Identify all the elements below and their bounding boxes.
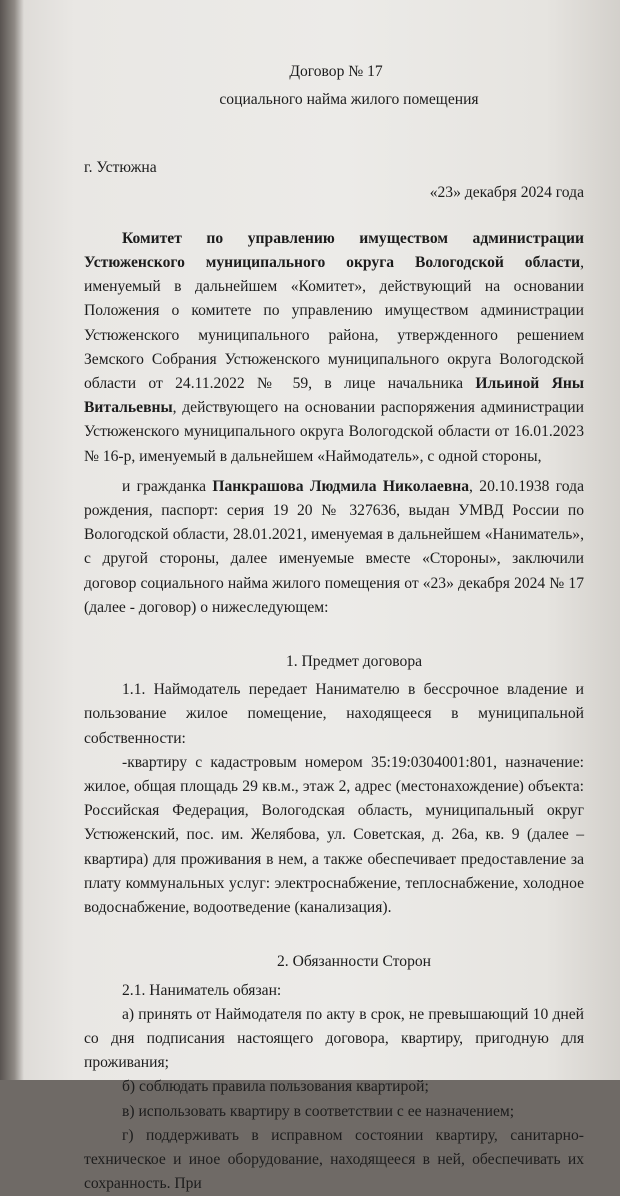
list-item: г) поддерживать в исправном состоянии квартиру, санитарно-техническое и иное оборудование, находящееся в ней, обеспечивать их сохранность. При [84,1126,584,1193]
tenant-name: Панкрашова Людмила Николаевна [212,477,470,495]
section-2-heading: 2. Обязанности Сторон [276,953,432,971]
committee-name: Комитет по управлению имуществом администрации Устюженского муниципального округа Вологодской области [84,229,584,272]
contract-date: «23» декабря 2024 года [429,183,584,201]
list-item: в) использовать квартиру в соответствии с ее назначением; [122,1102,515,1120]
section-1-heading: 1. Предмет договора [285,653,423,671]
tenant-intro: и гражданка [122,477,213,495]
preamble-text-a: , именуемый в дальнейшем «Комитет», действующий на основании Положения о комитете по управлению имуществом администрации Устюженского муниципального района, утвержденного решением Земского Собрания Устюженского муниципального округа Вологодской области от 24.11.2022 № 59, в лице начальника [84,254,584,393]
clause-2-1: 2.1. Наниматель обязан: [122,981,282,999]
clause-1-1: 1.1. Наймодатель передает Нанимателю в бессрочное владение и пользование жилое помещение, находящееся в муниципальной собственности: [84,681,584,747]
tenant-details: , 20.10.1938 года рождения, паспорт: серия 19 20 № 327636, выдан УМВД России по Вологодской области, 28.01.2021, именуемая в дальнейшем «Наниматель», с другой стороны, далее именуемые вместе «Стороны», заключили договор социального найма жилого помещения от «23» декабря 2024 № 17 (далее - договор) о нижеследующем: [84,477,584,616]
clause-1-1-item: -квартиру с кадастровым номером 35:19:0304001:801, назначение: жилое, общая площадь 29 кв.м., этаж 2, адрес (местонахождение) объекта: Российская Федерация, Вологодская область, муниципальный округ Устюженский, пос. им. Желябова, ул. Советская, д. 26а, кв. 9 (далее – квартира) для проживания в нем, а также обеспечивает предоставление за плату коммунальных услуг: электроснабжение, теплоснабжение, холодное водоснабжение, водоотведение (канализация). [84,753,584,917]
preamble-text-b: , действующего на основании распоряжения администрации Устюженского муниципального округа Вологодской области от 16.01.2023 № 16-р, именуемый в дальнейшем «Наймодатель», с одной стороны, [84,399,584,465]
list-item: а) принять от Наймодателя по акту в срок, не превышающий 10 дней со дня подписания настоящего договора, квартиру, пригодную для проживания; [84,1005,584,1072]
preamble-paragraph-tenant [84,475,584,620]
head-name: Ильиной Яны Витальевны [84,375,584,417]
list-item: б) соблюдать правила пользования квартирой; [122,1078,429,1096]
contract-city: г. Устюжна [84,159,157,177]
contract-subtitle: социального найма жилого помещения [219,91,479,109]
contract-title: Договор № 17 [289,63,383,80]
preamble-paragraph-committee [84,227,584,469]
photo-edge-shadow [0,0,24,1080]
